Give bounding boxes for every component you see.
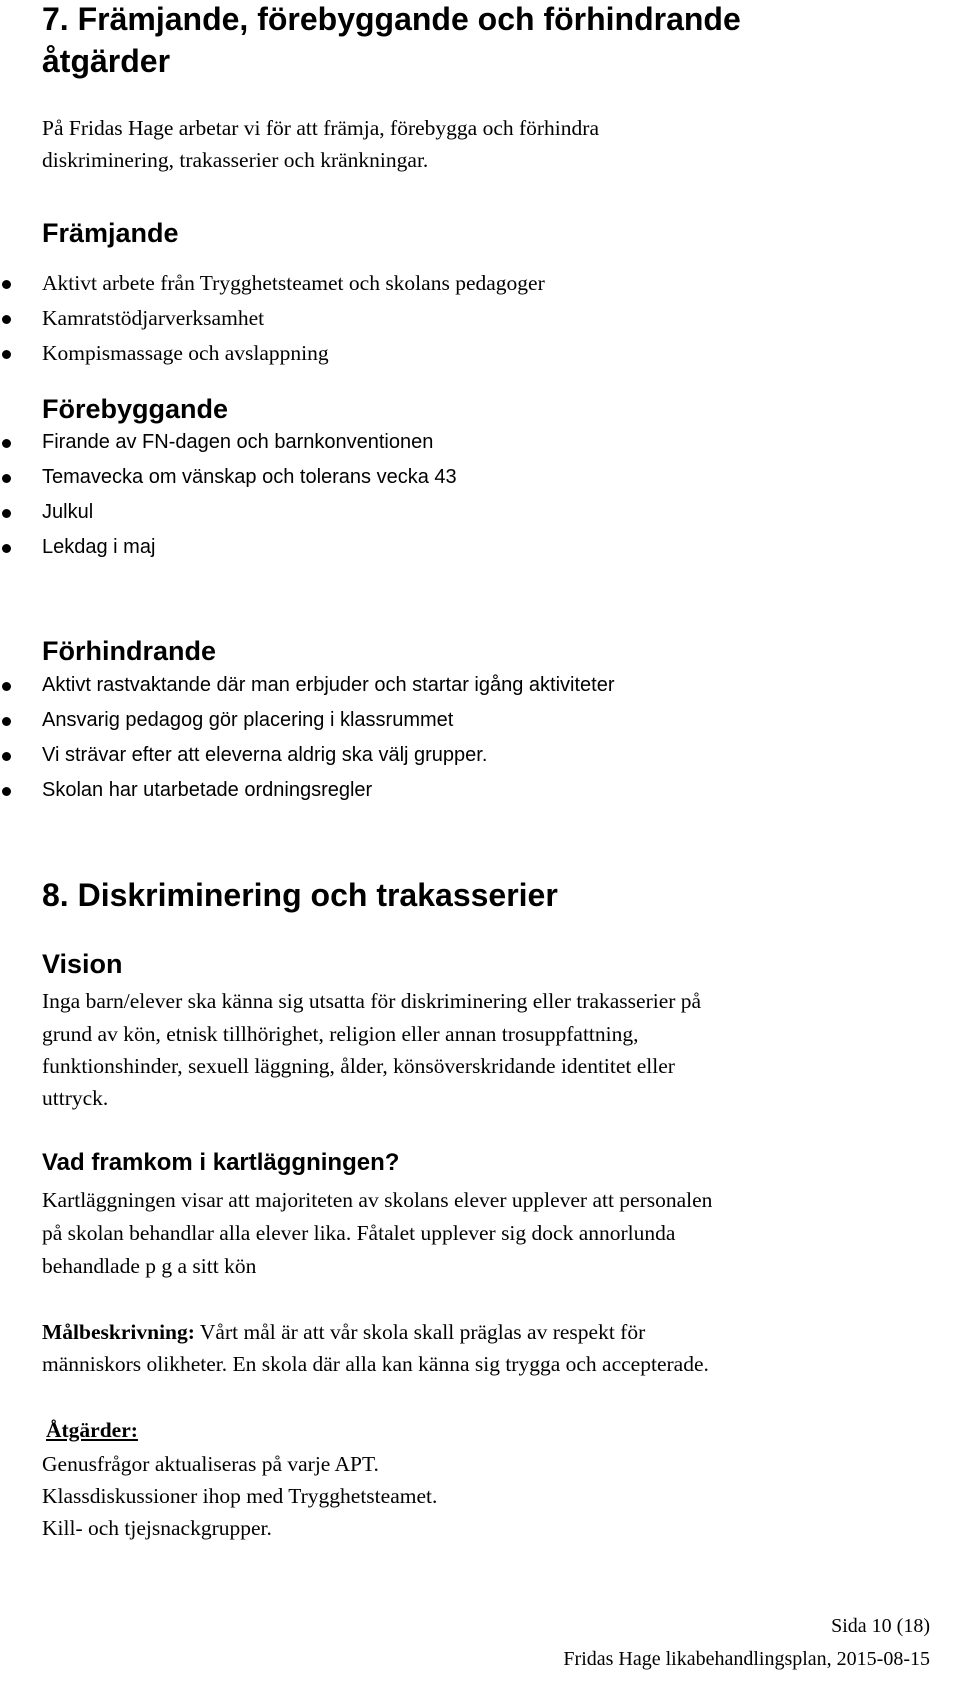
atgarder-line: Kill- och tjejsnackgrupper. xyxy=(42,1516,272,1540)
list-item xyxy=(42,460,457,495)
kartlaggning-line: Kartläggningen visar att majoriteten av skolans elever upplever att personalen xyxy=(42,1188,713,1212)
malbeskrivning-line1 xyxy=(42,1316,645,1348)
list-item-text: Aktivt arbete från Trygghetsteamet och skolans pedagoger xyxy=(42,271,545,295)
list-item xyxy=(42,301,545,336)
list-item xyxy=(42,668,615,703)
kartlaggning-line: behandlade p g a sitt kön xyxy=(42,1254,257,1278)
bullet-icon xyxy=(2,682,11,691)
section7-intro-line1: På Fridas Hage arbetar vi för att främja, förebygga och förhindra xyxy=(42,116,599,140)
bullet-icon xyxy=(2,544,11,553)
list-item xyxy=(42,336,545,371)
bullet-icon xyxy=(2,717,11,726)
atgarder-line: Genusfrågor aktualiseras på varje APT. xyxy=(42,1452,379,1476)
malbeskrivning-label: Målbeskrivning: xyxy=(42,1320,195,1344)
list-item xyxy=(42,266,545,301)
bullet-icon xyxy=(2,280,11,289)
list-item-text: Ansvarig pedagog gör placering i klassrummet xyxy=(42,709,454,731)
footer-page-number: Sida 10 (18) xyxy=(831,1615,930,1637)
list-item-text: Julkul xyxy=(42,501,94,523)
atgarder-line: Klassdiskussioner ihop med Trygghetsteamet. xyxy=(42,1484,438,1508)
vision-heading: Vision xyxy=(42,949,123,979)
bullet-icon xyxy=(2,752,11,761)
framjande-heading: Främjande xyxy=(42,218,179,248)
bullet-icon xyxy=(2,474,11,483)
malbeskrivning-line2: människors olikheter. En skola där alla kan känna sig trygga och accepterade. xyxy=(42,1352,709,1376)
section8-title: 8. Diskriminering och trakasserier xyxy=(42,877,558,913)
list-item-text: Aktivt rastvaktande där man erbjuder och startar igång aktiviteter xyxy=(42,674,615,696)
kartlaggning-heading: Vad framkom i kartläggningen? xyxy=(42,1149,400,1176)
list-item xyxy=(42,425,457,460)
list-item-text: Vi strävar efter att eleverna aldrig ska välj grupper. xyxy=(42,744,488,766)
list-item xyxy=(42,738,615,773)
kartlaggning-line: på skolan behandlar alla elever lika. Fåtalet upplever sig dock annorlunda xyxy=(42,1221,676,1245)
list-item-text: Lekdag i maj xyxy=(42,536,156,558)
list-item-text: Kamratstödjarverksamhet xyxy=(42,306,265,330)
vision-line: funktionshinder, sexuell läggning, ålder, könsöverskridande identitet eller xyxy=(42,1054,675,1078)
list-item xyxy=(42,495,457,530)
section7-intro-line2: diskriminering, trakasserier och kränkningar. xyxy=(42,148,429,172)
forebyggande-heading: Förebyggande xyxy=(42,394,229,424)
section7-title-line2: åtgärder xyxy=(42,43,171,79)
list-item xyxy=(42,703,615,738)
bullet-icon xyxy=(2,439,11,448)
malbeskrivning-text: Vårt mål är att vår skola skall präglas av respekt för xyxy=(194,1320,646,1344)
forhindrande-heading: Förhindrande xyxy=(42,636,216,666)
bullet-icon xyxy=(2,315,11,324)
bullet-icon xyxy=(2,509,11,518)
list-item-text: Kompismassage och avslappning xyxy=(42,341,329,365)
vision-line: uttryck. xyxy=(42,1086,109,1110)
list-item xyxy=(42,530,457,565)
atgarder-label: Åtgärder: xyxy=(46,1418,138,1442)
list-item-text: Skolan har utarbetade ordningsregler xyxy=(42,779,373,801)
footer-document-name: Fridas Hage likabehandlingsplan, 2015-08-15 xyxy=(563,1648,930,1670)
bullet-icon xyxy=(2,787,11,796)
bullet-icon xyxy=(2,350,11,359)
section7-title-line1: 7. Främjande, förebyggande och förhindrande xyxy=(42,1,741,37)
list-item-text: Temavecka om vänskap och tolerans vecka 43 xyxy=(42,466,457,488)
forhindrande-list xyxy=(42,668,615,808)
list-item-text: Firande av FN-dagen och barnkonventionen xyxy=(42,431,434,453)
list-item xyxy=(42,773,615,808)
forebyggande-list xyxy=(42,425,457,565)
vision-line: Inga barn/elever ska känna sig utsatta för diskriminering eller trakasserier på xyxy=(42,989,702,1013)
framjande-list xyxy=(42,266,545,371)
vision-line: grund av kön, etnisk tillhörighet, religion eller annan trosuppfattning, xyxy=(42,1022,639,1046)
